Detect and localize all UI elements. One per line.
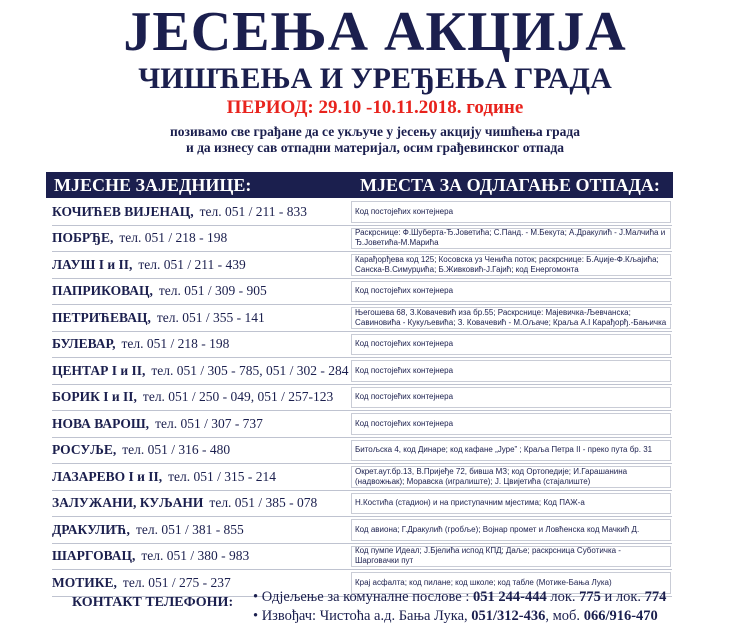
community-phone: тел. 051 / 211 - 439 xyxy=(138,256,246,272)
contact-line-2-phone: 051/312-436 xyxy=(471,608,546,624)
disposal-place: Код постојећих контејнера xyxy=(351,334,671,356)
community-cell xyxy=(52,358,347,384)
intro-text xyxy=(0,124,750,156)
disposal-place: Битољска 4, код Динаре; код кафане „Јуре” ; Краља Петра II - преко пута бр. 31 xyxy=(351,440,671,462)
page-title: ЈЕСЕЊА АКЦИЈА xyxy=(123,1,627,63)
disposal-place: Његошева 68, З.Ковачевић иза бр.55; Раскрснице: Мајевичка-Љевчанска; Савиновића - Кукуљевића; З. Ковачевић - М.Ољаче; Краља А.I Карађорђ.-Бањичка xyxy=(351,307,671,329)
contact-footer xyxy=(0,586,750,626)
contact-line-2 xyxy=(253,607,666,626)
table-row xyxy=(52,252,672,279)
contact-line-1-ext1: 775 xyxy=(579,589,601,605)
disposal-place: Н.Костића (стадион) и на приступачним мјестима; Код ПАЖ-а xyxy=(351,493,671,515)
contact-line-1-ext2-label: и лок. xyxy=(600,589,645,605)
table-row xyxy=(52,385,672,412)
contact-label: КОНТАКТ ТЕЛЕФОНИ: xyxy=(72,595,234,610)
community-cell xyxy=(52,517,347,543)
community-phone: тел. 051 / 307 - 737 xyxy=(155,415,263,431)
period-text: ПЕРИОД: 29.10 -10.11.2018. године xyxy=(226,97,524,118)
community-cell xyxy=(52,252,347,278)
community-cell xyxy=(52,226,347,252)
disposal-place: Код постојећих контејнера xyxy=(351,281,671,303)
community-name: НОВА ВАРОШ, xyxy=(52,415,150,431)
table-row xyxy=(52,226,672,253)
community-phone: тел. 051 / 218 - 198 xyxy=(119,230,228,246)
contact-line-1-ext1-label: лок. xyxy=(546,589,580,605)
community-phone: тел. 051 / 305 - 785, 051 / 302 - 284 xyxy=(151,362,349,378)
table-row xyxy=(52,199,672,226)
community-cell xyxy=(52,438,347,464)
table-row xyxy=(52,358,672,385)
community-name: МОТИКЕ, xyxy=(52,574,117,590)
community-name: РОСУЉЕ, xyxy=(52,442,117,458)
table-row xyxy=(52,517,672,544)
disposal-place: Код пумпе Идеал; Ј.Бјелића испод КПД; Даље; раскрсница Суботичка - Шарговачки пут xyxy=(351,546,671,568)
header-disposal-places: МЈЕСТА ЗА ОДЛАГАЊЕ ОТПАДА: xyxy=(360,175,660,195)
community-phone: тел. 051 / 385 - 078 xyxy=(209,495,318,511)
table-header xyxy=(46,172,673,198)
contact-line-2-mob-label: , моб. xyxy=(545,608,584,624)
community-phone: тел. 051 / 381 - 855 xyxy=(135,521,244,537)
contact-lines xyxy=(253,588,666,626)
community-name: БУЛЕВАР, xyxy=(52,336,116,352)
table-row xyxy=(52,332,672,359)
community-cell xyxy=(52,305,347,331)
community-name: ПОБРЂЕ, xyxy=(52,230,114,246)
community-name: ЛАУШ I и II, xyxy=(52,256,133,272)
community-phone: тел. 051 / 316 - 480 xyxy=(122,442,231,458)
community-cell xyxy=(52,491,347,517)
community-phone: тел. 051 / 309 - 905 xyxy=(158,283,267,299)
table-row xyxy=(52,464,672,491)
community-name: ЛАЗАРЕВО I и II, xyxy=(52,468,163,484)
community-name: ЗАЛУЖАНИ, КУЉАНИ xyxy=(52,495,204,511)
community-phone: тел. 051 / 380 - 983 xyxy=(141,548,250,564)
community-phone: тел. 051 / 218 - 198 xyxy=(121,336,230,352)
page-subtitle: ЧИШЋЕЊА И УРЕЂЕЊА ГРАДА xyxy=(138,62,612,95)
header-communities: МЈЕСНЕ ЗАЈЕДНИЦЕ: xyxy=(54,175,252,195)
community-name: ЦЕНТАР I и II, xyxy=(52,362,146,378)
community-cell xyxy=(52,464,347,490)
disposal-place: Окрет.аут.бр.13, В.Пријеђе 72, бивша МЗ; код Ортопедије; И.Гарашанина (надвожњак); Моравска (игралиште); Ј. Цвијетића (стајалиште) xyxy=(351,466,671,488)
community-cell xyxy=(52,544,347,570)
contact-line-1-phone: 051 244-444 xyxy=(473,589,547,605)
table-row xyxy=(52,491,672,518)
community-name: КОЧИЋЕВ ВИЈЕНАЦ, xyxy=(52,203,194,219)
disposal-place: Карађорђева код 125; Косовска уз Ченића поток; раскрснице: Б.Аџије-Ф.Кљаjића; Санска-В.Симурџића; Б.Живковић-Ј.Гајић; код Енергомонта xyxy=(351,254,671,276)
community-phone: тел. 051 / 355 - 141 xyxy=(156,309,265,325)
community-name: БОРИК I и II, xyxy=(52,389,137,405)
community-cell xyxy=(52,199,347,225)
community-phone: тел. 051 / 211 - 833 xyxy=(199,203,307,219)
intro-line-2: и да изнесу сав отпадни материјал, осим грађевинског отпада xyxy=(185,140,565,155)
community-cell xyxy=(52,279,347,305)
table-row xyxy=(52,544,672,571)
disposal-place: Крај асфалта; код пилане; код школе; код табле (Мотике-Бања Лука) xyxy=(351,572,671,594)
disposal-place: Код постојећих контејнера xyxy=(351,201,671,223)
disposal-place: Раскрснице: Ф.Шуберта-Ђ.Јоветића; С.Панд. - М.Бекута; А.Дракулић - Ј.Малчића и Ђ.Јоветића-М.Марића xyxy=(351,228,671,250)
contact-line-2-mob: 066/916-470 xyxy=(583,608,658,624)
table-row xyxy=(52,438,672,465)
table-row xyxy=(52,279,672,306)
community-name: ШАРГОВАЦ, xyxy=(52,548,136,564)
contact-line-1 xyxy=(253,588,666,607)
community-phone: тел. 051 / 250 - 049, 051 / 257-123 xyxy=(142,389,334,405)
community-cell xyxy=(52,332,347,358)
community-table xyxy=(52,199,672,597)
table-row xyxy=(52,411,672,438)
community-phone: тел. 051 / 315 - 214 xyxy=(168,468,277,484)
community-name: ДРАКУЛИЋ, xyxy=(52,521,130,537)
intro-line-1: позивамо све грађане да се укључе у јесењу акцију чишћења града xyxy=(169,124,581,139)
disposal-place: Код постојећих контејнера xyxy=(351,413,671,435)
disposal-place: Код авиона; Г.Дракулић (гробље); Војнар промет и Ловћенска код Мачкић Д. xyxy=(351,519,671,541)
contact-line-2-text: • Извођач: Чистоћа а.д. Бања Лука, xyxy=(253,608,472,624)
contact-line-1-ext2: 774 xyxy=(644,589,667,605)
community-cell xyxy=(52,411,347,437)
table-row xyxy=(52,305,672,332)
community-phone: тел. 051 / 275 - 237 xyxy=(122,574,231,590)
contact-line-1-text: • Одјељење за комуналне послове : xyxy=(253,589,473,605)
community-name: ПАПРИКОВАЦ, xyxy=(52,283,153,299)
disposal-place: Код постојећих контејнера xyxy=(351,387,671,409)
community-cell xyxy=(52,385,347,411)
community-name: ПЕТРИЋЕВАЦ, xyxy=(52,309,151,325)
disposal-place: Код постојећих контејнера xyxy=(351,360,671,382)
